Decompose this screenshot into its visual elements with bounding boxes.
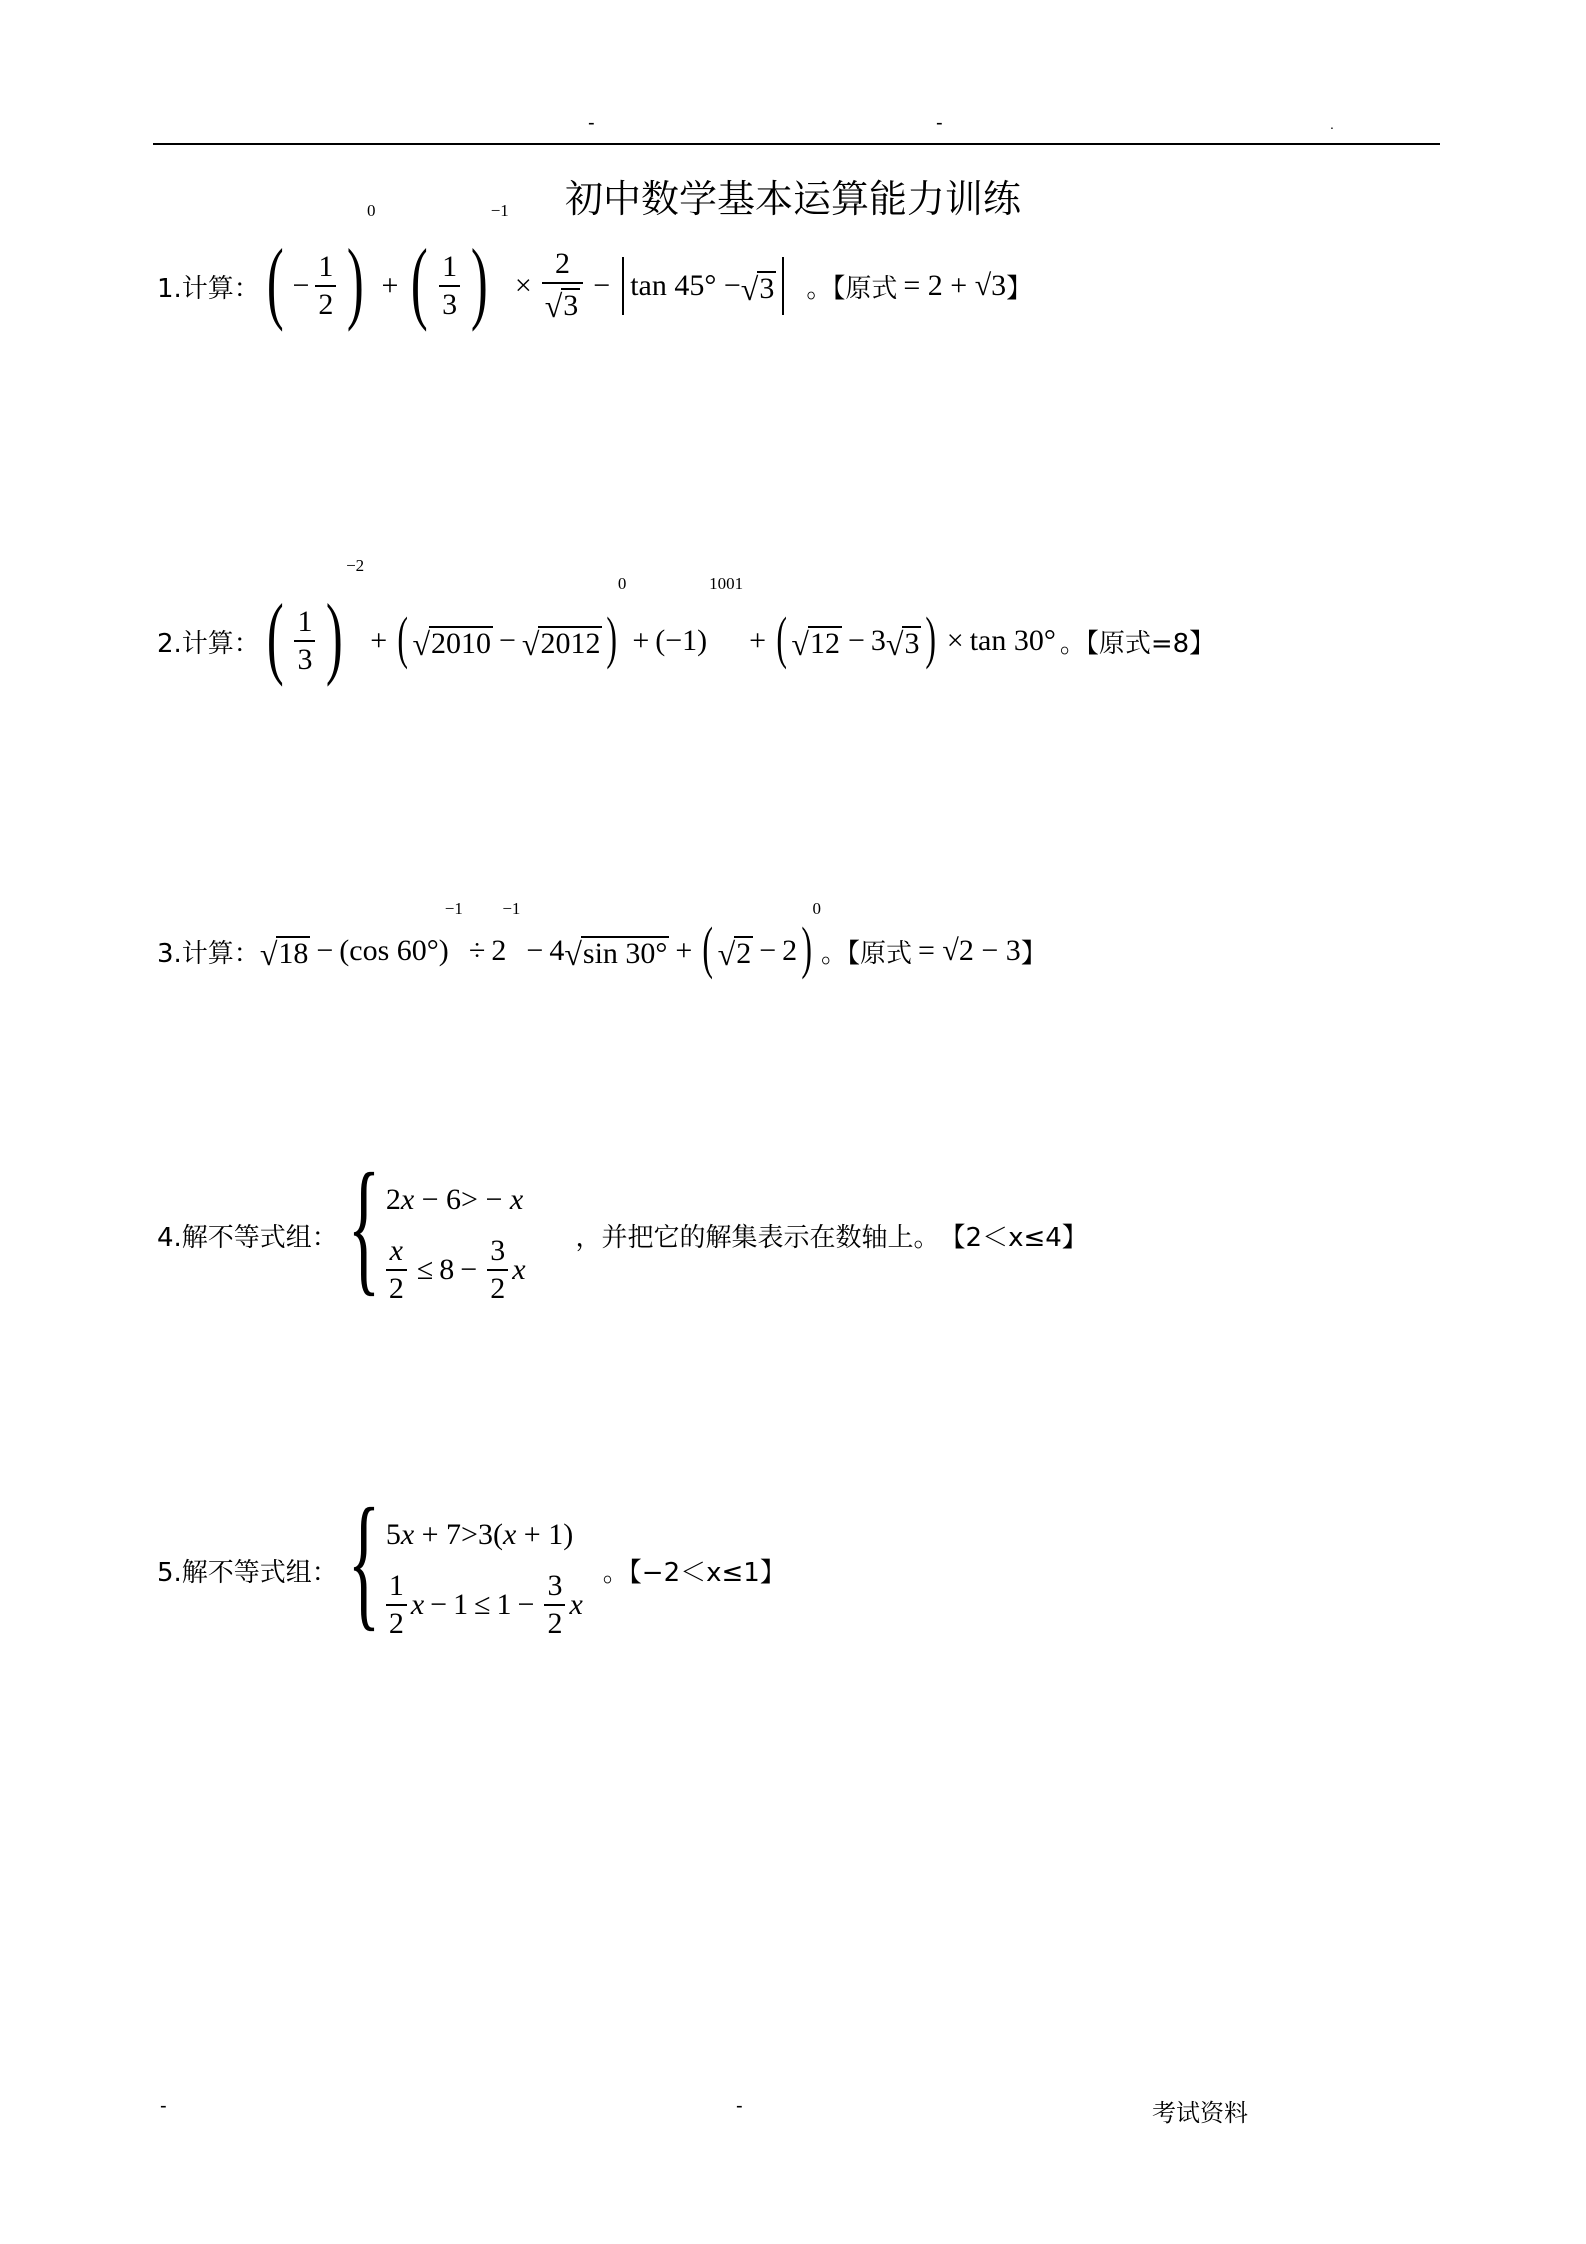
problem-1-answer-open: 。【原式 (806, 273, 898, 304)
problem-5-label: 5.解不等式组： (157, 1557, 338, 1588)
problem-5-answer: 。【−2＜x≤1】 (602, 1557, 786, 1588)
header-rule (153, 143, 1440, 145)
problem-5 (157, 1478, 786, 1644)
problem-4-label: 4.解不等式组： (157, 1222, 338, 1253)
problem-4-answer: 【2＜x≤4】 (939, 1222, 1088, 1253)
problem-3-answer-close: 】 (1020, 938, 1047, 969)
problem-1: 1.计算： ( − $\frac{1}{2}$ ) 0 + ( $\frac{1}{3}$ ) −1 × 2 √ 3 − tan 45° − √ 3 。【原式 = 2 + √3 】 (157, 201, 1033, 332)
problem-3-label: 3.计算： (157, 938, 260, 969)
footer-text: 考试资料 (1152, 2099, 1248, 2127)
problem-4-tail: ，并把它的解集表示在数轴上。 (575, 1222, 940, 1253)
problem-3: 3.计算： √ 18 − (cos 60°) −1 ÷ 2 −1 − 4 √ sin 30° + ( √ 2 − 2 ) 0 。【原式 = √2 − 3 】 (157, 899, 1047, 980)
problem-3-answer-body: = √2 − 3 (918, 934, 1021, 967)
p2-term-third: ( $\frac{1}{3}$ ) (266, 585, 344, 687)
problem-3-answer-open: 。【原式 (820, 938, 912, 969)
p5-inequality-system: { 5 x + 7>3( x + 1) $\frac{1}{2}$ x − 1 ≤ 1 − $\frac{3}{2}$ x (347, 1478, 583, 1644)
header-dot: . (1330, 116, 1334, 132)
p4-inequality-system: { 2 x − 6> − x $\frac{x}{2}$ ≤ 8 − $\frac{3}{2}$ x (347, 1143, 526, 1309)
p2-term-sqrt12: ( √ 12 − 3 √ 3 ) (776, 605, 937, 670)
problem-2-answer: 。【原式=8】 (1059, 628, 1216, 659)
problem-2: 2.计算： ( $\frac{1}{3}$ ) −2 + ( √ 2010 − √ 2012 ) 0 + (−1) 1001 + ( √ 12 − 3 √ 3 ) × tan 30° 。【原式=8】 (157, 556, 1216, 687)
problem-1-answer-body: = 2 + √3 (903, 269, 1007, 302)
p2-term-sqrt-diff: ( √ 2010 − √ 2012 ) (397, 605, 618, 670)
problem-1-label: 1.计算： (157, 273, 260, 304)
footer-dash-mid: - (736, 2095, 743, 2117)
problem-2-label: 2.计算： (157, 628, 260, 659)
p1-term-third: ( $\frac{1}{3}$ ) (411, 230, 488, 332)
problem-4 (157, 1143, 1088, 1309)
p1-frac-2-sqrt3: 2 √ 3 (542, 246, 584, 326)
page-title: 初中数学基本运算能力训练 (564, 177, 1021, 221)
header-dash-left: - (588, 112, 595, 134)
footer-dash-left: - (160, 2095, 167, 2117)
p3-term-sqrt2: ( √ 2 − 2 ) (702, 915, 813, 980)
header-dash-mid: - (936, 112, 943, 134)
p1-term-neg-half: ( − $\frac{1}{2}$ ) (266, 230, 365, 332)
problem-1-answer-close: 】 (1006, 273, 1033, 304)
